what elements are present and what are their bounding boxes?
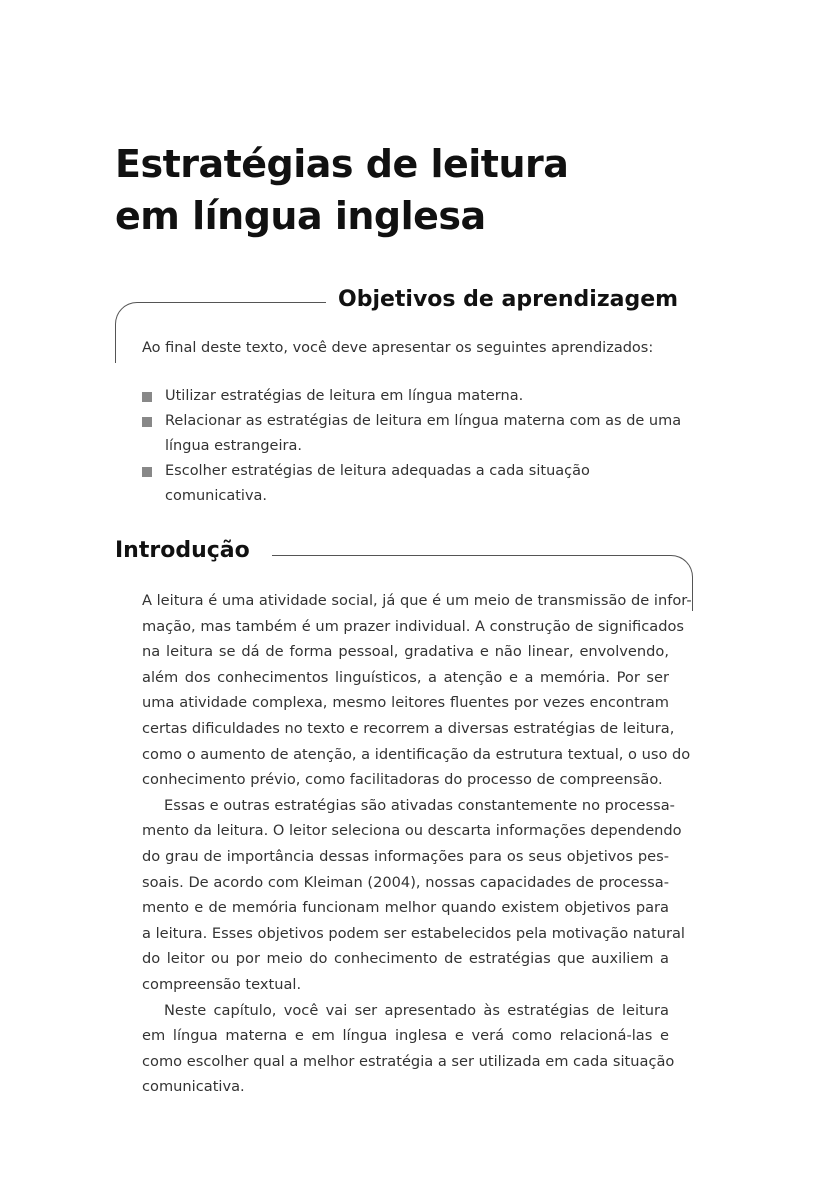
objective-item bbox=[142, 384, 682, 409]
objectives-heading: Objetivos de aprendizagem bbox=[338, 287, 679, 312]
paragraph-line: na leitura se dá de forma pessoal, gradativa e não linear, envolvendo, bbox=[142, 643, 669, 661]
title-line: Estratégias de leitura bbox=[115, 142, 569, 186]
paragraph-line: mento da leitura. O leitor seleciona ou descarta informações dependendo bbox=[142, 822, 682, 840]
title-line: em língua inglesa bbox=[115, 194, 486, 238]
square-bullet-icon bbox=[142, 467, 152, 477]
introduction-body bbox=[142, 588, 692, 1100]
paragraph-line: soais. De acordo com Kleiman (2004), nossas capacidades de processa- bbox=[142, 873, 669, 891]
objective-item bbox=[142, 409, 682, 459]
objectives-list bbox=[142, 384, 682, 509]
paragraph-line: comunicativa. bbox=[142, 1078, 245, 1096]
paragraph-line: Neste capítulo, você vai ser apresentado às estratégias de leitura bbox=[164, 1001, 669, 1019]
paragraph-line: do leitor ou por meio do conhecimento de estratégias que auxiliem a bbox=[142, 950, 669, 968]
introduction-heading: Introdução bbox=[115, 538, 250, 563]
paragraph-line: conhecimento prévio, como facilitadoras do processo de compreensão. bbox=[142, 771, 663, 789]
square-bullet-icon bbox=[142, 392, 152, 402]
objective-text: Escolher estratégias de leitura adequadas a cada situação comunicativa. bbox=[165, 463, 590, 504]
paragraph-line: certas dificuldades no texto e recorrem a diversas estratégias de leitura, bbox=[142, 719, 675, 737]
square-bullet-icon bbox=[142, 417, 152, 427]
paragraph-line: a leitura. Esses objetivos podem ser estabelecidos pela motivação natural bbox=[142, 924, 685, 942]
objectives-intro: Ao final deste texto, você deve apresentar os seguintes aprendizados: bbox=[142, 340, 654, 356]
paragraph-line: mento e de memória funcionam melhor quando existem objetivos para bbox=[142, 899, 669, 917]
paragraph-line: além dos conhecimentos linguísticos, a atenção e a memória. Por ser bbox=[142, 668, 669, 686]
page-title bbox=[115, 138, 568, 242]
paragraph-line: Essas e outras estratégias são ativadas constantemente no processa- bbox=[164, 796, 675, 814]
objective-item bbox=[142, 459, 682, 509]
paragraph-line: A leitura é uma atividade social, já que é um meio de transmissão de infor- bbox=[142, 592, 692, 609]
paragraph-line: do grau de importância dessas informações para os seus objetivos pes- bbox=[142, 847, 669, 865]
objective-text: Utilizar estratégias de leitura em língua materna. bbox=[165, 388, 524, 404]
paragraph-line: uma atividade complexa, mesmo leitores fluentes por vezes encontram bbox=[142, 694, 669, 712]
paragraph-line: em língua materna e em língua inglesa e verá como relacioná-las e bbox=[142, 1027, 669, 1045]
objective-text: língua estrangeira. bbox=[165, 438, 302, 454]
objective-text: Relacionar as estratégias de leitura em língua materna com as de uma bbox=[165, 413, 682, 429]
paragraph-line: compreensão textual. bbox=[142, 975, 302, 993]
paragraph-line: como escolher qual a melhor estratégia a ser utilizada em cada situação bbox=[142, 1052, 675, 1070]
paragraph-line: mação, mas também é um prazer individual. A construção de significados bbox=[142, 617, 685, 635]
paragraph-line: como o aumento de atenção, a identificação da estrutura textual, o uso do bbox=[142, 745, 691, 763]
